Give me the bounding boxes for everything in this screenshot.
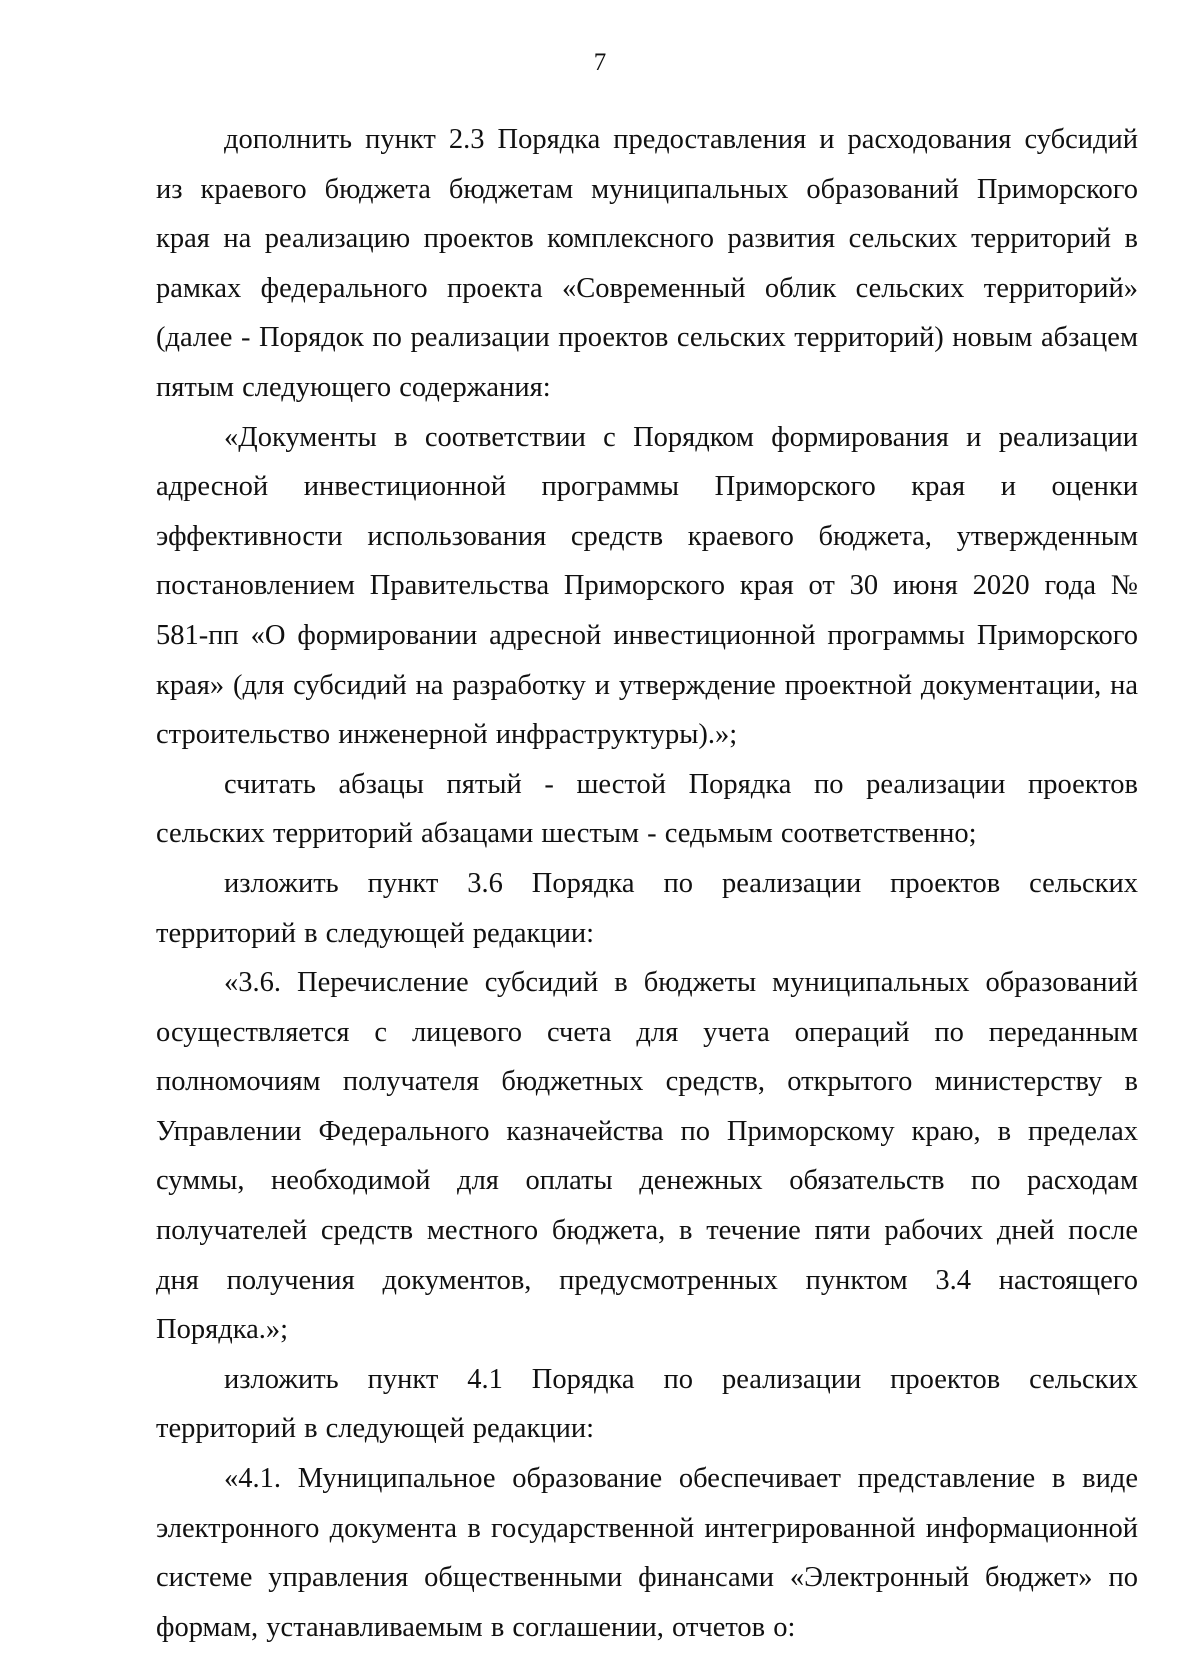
paragraph-amend-point-4-1: изложить пункт 4.1 Порядка по реализации проектов сельских территорий в следующей редакции: — [156, 1363, 1138, 1445]
paragraph-documents-quote: «Документы в соответствии с Порядком формирования и реализации адресной инвестиционной программы Приморского края и оценки эффективности использования средств краевого бюджета, утвержденным постановлением Правительства Приморского края от 30 июня 2020 года № 581-пп «О формировании адресной инвестиционной программы Приморского края» (для субсидий на разработку и утверждение проектной документации, на строительство инженерной инфраструктуры).»; — [156, 421, 1138, 751]
page-number: 7 — [593, 49, 607, 76]
document-body — [156, 115, 1138, 1652]
paragraph-renumber-abzacy: считать абзацы пятый - шестой Порядка по реализации проектов сельских территорий абзацами шестым - седьмым соответственно; — [156, 768, 1138, 850]
paragraph-amend-point-3-6: изложить пункт 3.6 Порядка по реализации проектов сельских территорий в следующей редакции: — [156, 867, 1138, 949]
paragraph-point-4-1-text: «4.1. Муниципальное образование обеспечивает представление в виде электронного документа в государственной интегрированной информационной системе управления общественными финансами «Электронный бюджет» по формам, устанавливаемым в соглашении, отчетов о: — [156, 1463, 1138, 1643]
paragraph-amend-point-2-3: дополнить пункт 2.3 Порядка предоставления и расходования субсидий из краевого бюджета бюджетам муниципальных образований Приморского края на реализацию проектов комплексного развития сельских территорий в рамках федерального проекта «Современный облик сельских территорий» (далее - Порядок по реализации проектов сельских территорий) новым абзацем пятым следующего содержания: — [156, 124, 1138, 403]
paragraph-point-3-6-text: «3.6. Перечисление субсидий в бюджеты муниципальных образований осуществляется с лицевого счета для учета операций по переданным полномочиям получателя бюджетных средств, открытого министерству в Управлении Федерального казначейства по Приморскому краю, в пределах суммы, необходимой для оплаты денежных обязательств по расходам получателей средств местного бюджета, в течение пяти рабочих дней после дня получения документов, предусмотренных пунктом 3.4 настоящего Порядка.»; — [156, 967, 1138, 1346]
